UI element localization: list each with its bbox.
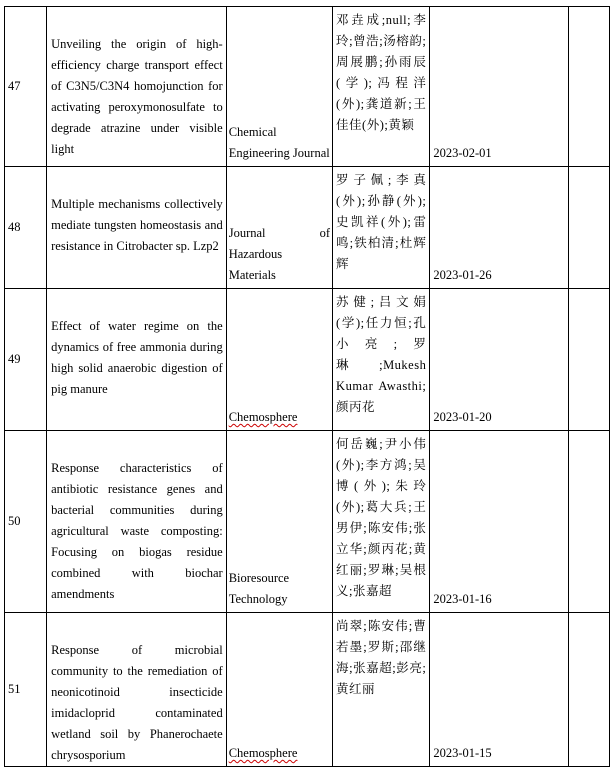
row-number: 48: [5, 167, 47, 289]
paper-title: Unveiling the origin of high-efficiency charge transport effect of C3N5/C3N4 homojunction for activating peroxymonosulfate to degrade atrazine under visible light: [47, 7, 227, 167]
journal-name: Journal of Hazardous Materials: [226, 167, 332, 289]
paper-title: Effect of water regime on the dynamics of free ammonia during high solid anaerobic digestion of pig manure: [47, 289, 227, 431]
table-row: [5, 431, 610, 613]
row-number: 49: [5, 289, 47, 431]
row-number: 47: [5, 7, 47, 167]
paper-title: Response of microbial community to the remediation of neonicotinoid insecticide imidacloprid contaminated wetland soil by Phanerochaete chrysosporium: [47, 613, 227, 767]
journal-name: Chemosphere: [226, 289, 332, 431]
journal-name: Chemical Engineering Journal: [226, 7, 332, 167]
publish-date: 2023-02-01: [430, 7, 568, 167]
empty-cell: [568, 289, 609, 431]
empty-cell: [568, 7, 609, 167]
row-number: 51: [5, 613, 47, 767]
publish-date: 2023-01-16: [430, 431, 568, 613]
paper-title: Response characteristics of antibiotic resistance genes and bacterial communities during agricultural waste composting: Focusing on biogas residue combined with biochar amendments: [47, 431, 227, 613]
table-row: [5, 7, 610, 167]
publish-date: 2023-01-20: [430, 289, 568, 431]
journal-name: Chemosphere: [226, 613, 332, 767]
author-list: 邓垚成;null;李玲;曾浩;汤榕韵;周展鹏;孙雨辰(学);冯程洋(外);龚道新;王佳佳(外);黄颖: [333, 7, 430, 167]
empty-cell: [568, 167, 609, 289]
publication-table: [4, 6, 610, 767]
paper-title: Multiple mechanisms collectively mediate tungsten homeostasis and resistance in Citrobacter sp. Lzp2: [47, 167, 227, 289]
author-list: 罗子佩;李真(外);孙静(外);史凯祥(外);雷鸣;铁柏清;杜辉辉: [333, 167, 430, 289]
empty-cell: [568, 431, 609, 613]
author-list: 何岳巍;尹小伟(外);李方鸿;吴博(外);朱玲(外);葛大兵;王男伊;陈安伟;张立华;颜丙花;黄红丽;罗琳;吴根义;张嘉超: [333, 431, 430, 613]
author-list: 尚翠;陈安伟;曹若墨;罗斯;邵继海;张嘉超;彭亮;黄红丽: [333, 613, 430, 767]
journal-name: Bioresource Technology: [226, 431, 332, 613]
table-row: [5, 167, 610, 289]
table-row: [5, 613, 610, 767]
table-row: [5, 289, 610, 431]
publish-date: 2023-01-26: [430, 167, 568, 289]
row-number: 50: [5, 431, 47, 613]
publish-date: 2023-01-15: [430, 613, 568, 767]
author-list: 苏健;吕文娟(学);任力恒;孔小亮;罗琳;Mukesh Kumar Awasthi;颜丙花: [333, 289, 430, 431]
empty-cell: [568, 613, 609, 767]
